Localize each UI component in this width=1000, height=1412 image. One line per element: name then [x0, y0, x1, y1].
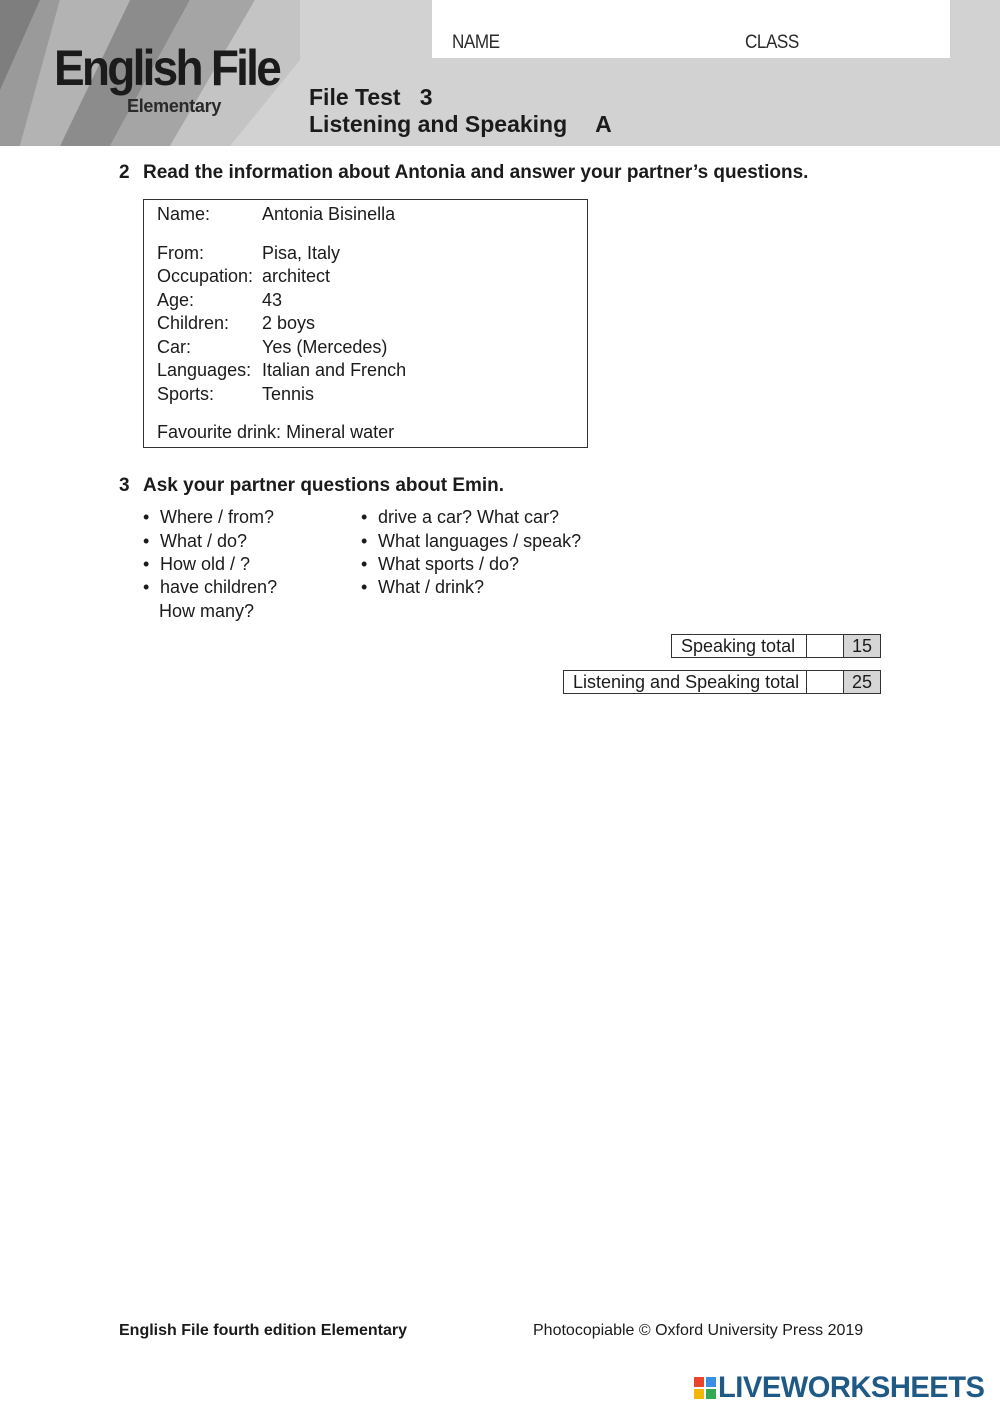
info-key: Languages:	[157, 360, 252, 380]
page-header	[0, 0, 1000, 146]
info-row-sports	[157, 384, 314, 405]
name-class-box	[432, 0, 950, 58]
test-version: A	[595, 111, 612, 137]
list-item	[143, 554, 250, 575]
info-key: Age:	[157, 290, 195, 310]
list-item	[143, 577, 277, 598]
info-value: Mineral water	[286, 422, 395, 442]
bullet-icon: •	[361, 531, 368, 551]
info-value: Antonia Bisinella	[262, 204, 396, 224]
section-instruction: Read the information about Antonia and answer your partner’s questions.	[143, 162, 809, 183]
total-max-score: 25	[844, 671, 880, 693]
speaking-score-input[interactable]	[807, 635, 844, 657]
section-number: 2	[119, 162, 130, 183]
info-row-from	[157, 243, 340, 264]
info-row-children	[157, 313, 315, 334]
list-item	[361, 554, 519, 575]
test-subtitle	[309, 111, 612, 138]
liveworksheets-wordmark: LIVEWORKSHEETS	[718, 1371, 985, 1404]
list-item-text: What / drink?	[378, 577, 485, 597]
test-subtitle-text: Listening and Speaking	[309, 111, 568, 137]
info-key: Occupation:	[157, 266, 254, 286]
info-value: Pisa, Italy	[262, 243, 341, 263]
bullet-icon: •	[143, 577, 150, 597]
list-item	[361, 577, 484, 598]
info-row-age	[157, 290, 282, 311]
class-field-label: CLASS	[745, 32, 799, 53]
info-value: Yes (Mercedes)	[262, 337, 388, 357]
section-3-heading	[119, 475, 504, 497]
list-item-text: have children?	[160, 577, 278, 597]
list-item	[361, 507, 559, 528]
bullet-icon: •	[361, 554, 368, 574]
info-row-favourite-drink	[157, 422, 394, 443]
info-key: Children:	[157, 313, 230, 333]
list-item-text: drive a car? What car?	[378, 507, 560, 527]
total-score-input[interactable]	[807, 671, 844, 693]
info-key: Favourite drink:	[157, 422, 282, 442]
info-key: From:	[157, 243, 204, 263]
logo-subtitle: Elementary	[127, 96, 222, 116]
speaking-total-label: Speaking total	[672, 635, 807, 657]
footer-copyright: Photocopiable © Oxford University Press 2019	[533, 1322, 864, 1339]
info-row-car	[157, 337, 387, 358]
info-value: Italian and French	[262, 360, 407, 380]
section-number: 3	[119, 475, 130, 496]
bullet-icon: •	[143, 554, 150, 574]
liveworksheets-brand[interactable]	[694, 1372, 993, 1404]
list-item-text: What sports / do?	[378, 554, 520, 574]
test-title: File Test 3	[309, 84, 433, 110]
list-item-text: What / do?	[160, 531, 248, 551]
logo-title: English File	[54, 40, 280, 96]
footer-book-title: English File fourth edition Elementary	[119, 1322, 408, 1339]
info-value: Tennis	[262, 384, 315, 404]
name-field-label: NAME	[452, 32, 500, 53]
english-file-logo	[54, 40, 284, 116]
antonia-info-box	[143, 199, 588, 448]
liveworksheets-logo-icon	[694, 1377, 716, 1399]
list-item-text: What languages / speak?	[378, 531, 582, 551]
info-value: 43	[262, 290, 283, 310]
question-list-right	[361, 507, 621, 607]
section-2-heading	[119, 162, 808, 184]
info-key: Name:	[157, 204, 211, 224]
speaking-max-score: 15	[844, 635, 880, 657]
info-row-languages	[157, 360, 406, 381]
listening-speaking-total-box	[563, 670, 881, 694]
list-item-text: Where / from?	[160, 507, 275, 527]
info-key: Car:	[157, 337, 192, 357]
list-item	[143, 531, 247, 552]
bullet-icon: •	[361, 577, 368, 597]
list-item	[361, 531, 581, 552]
speaking-total-box	[671, 634, 881, 658]
bullet-icon: •	[361, 507, 368, 527]
info-key: Sports:	[157, 384, 215, 404]
list-item-continuation: How many?	[159, 601, 255, 621]
info-row-name	[157, 204, 395, 225]
list-item-text: How old / ?	[160, 554, 251, 574]
section-instruction: Ask your partner questions about Emin.	[143, 475, 505, 496]
list-item	[143, 507, 274, 528]
bullet-icon: •	[143, 507, 150, 527]
info-value: 2 boys	[262, 313, 316, 333]
bullet-icon: •	[143, 531, 150, 551]
info-value: architect	[262, 266, 331, 286]
listening-speaking-total-label: Listening and Speaking total	[564, 671, 807, 693]
info-row-occupation	[157, 266, 330, 287]
question-list-left	[143, 507, 343, 627]
